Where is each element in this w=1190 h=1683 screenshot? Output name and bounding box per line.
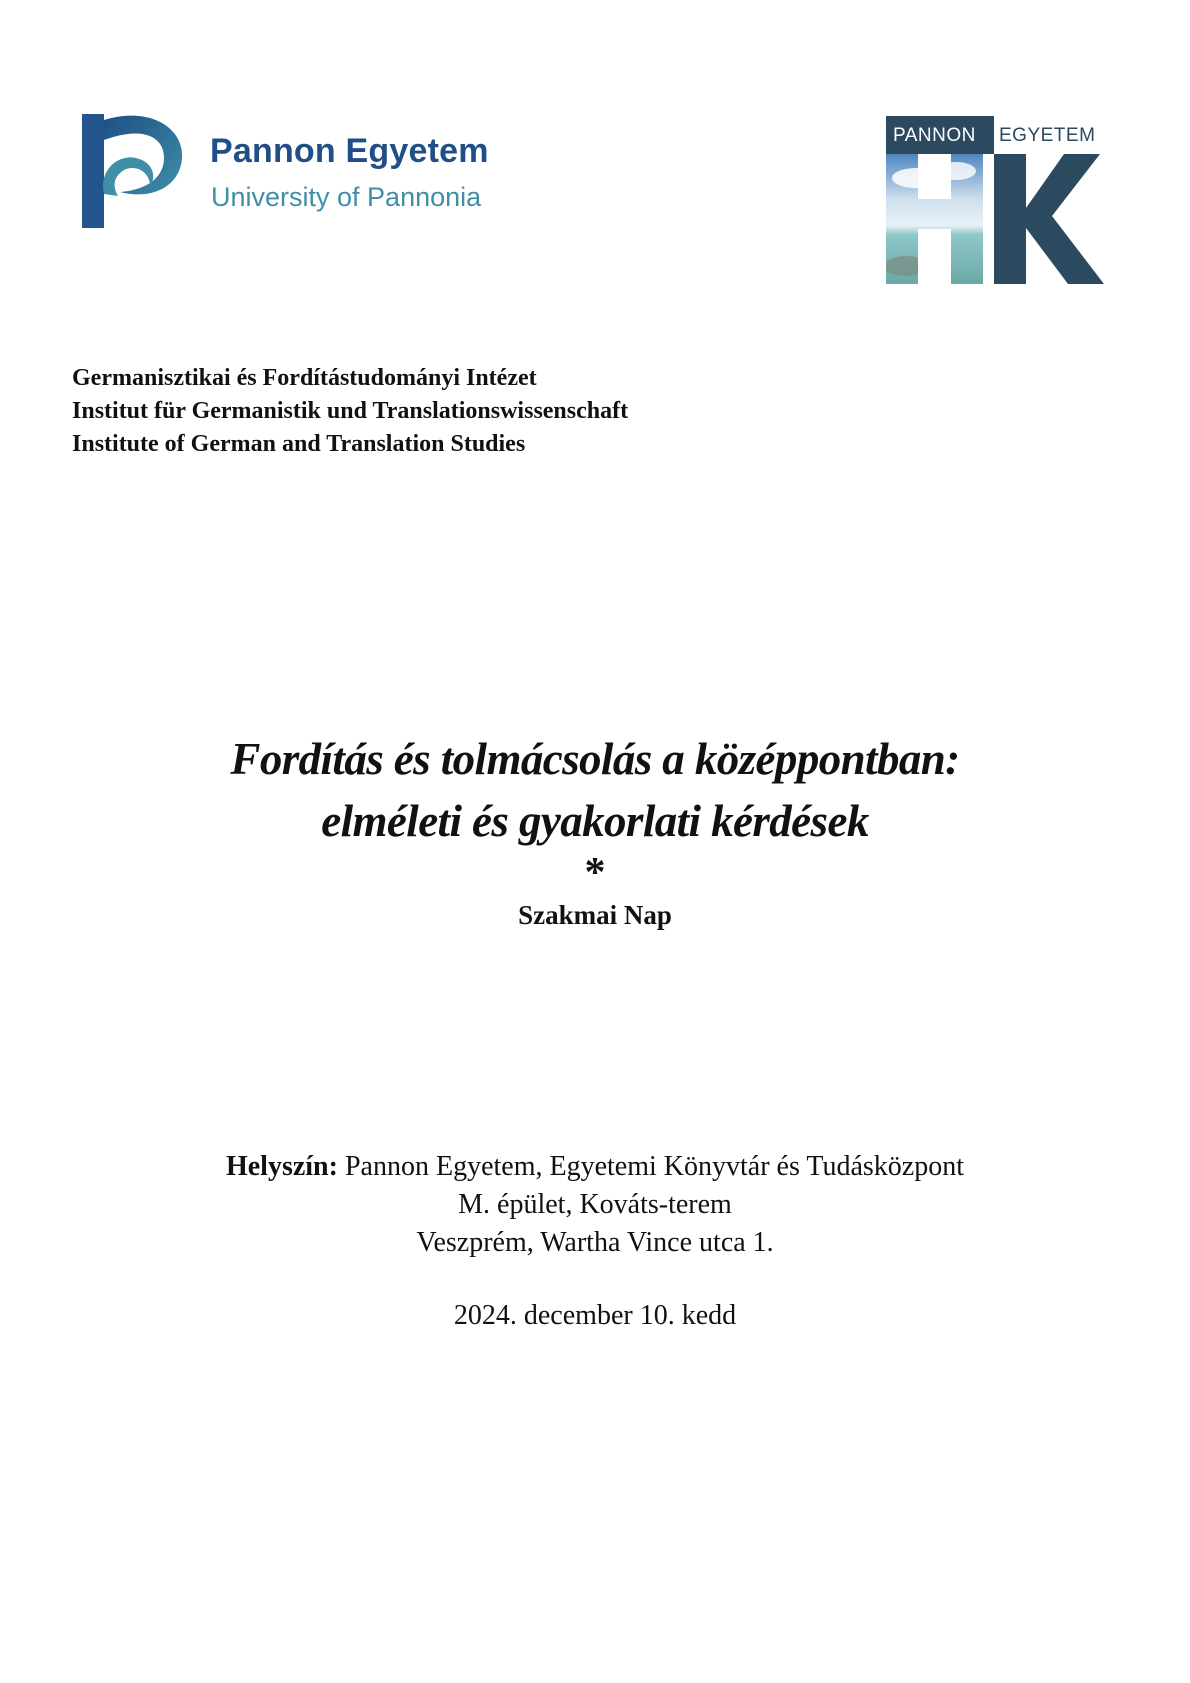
venue-address-line-1: Pannon Egyetem, Egyetemi Könyvtár és Tudásközpont [344,1151,965,1182]
logo-stem [82,114,104,228]
logo-word-egyetem: EGYETEM [999,125,1096,146]
venue-label: Helyszín: [225,1151,338,1182]
venue-line-1 [0,1148,1190,1186]
event-subtitle: Szakmai Nap [518,900,672,930]
institute-name-english: Institute of German and Translation Studies [72,431,526,457]
venue-address-line-2: M. épület, Kováts-terem [458,1189,732,1220]
university-name-english: University of Pannonia [211,182,482,212]
pannon-egyetem-hk-logo [886,116,1106,284]
event-title-line-2: elméleti és gyakorlati kérdések [321,796,869,846]
pannon-p-logo-icon [80,110,185,230]
institute-name-block [72,362,628,461]
institute-name-hungarian: Germanisztikai és Fordítástudományi Intézet [72,365,537,391]
logo-h-gap-top [918,154,951,199]
venue-address-line-3: Veszprém, Wartha Vince utca 1. [416,1227,774,1258]
logo-letter-k [994,154,1104,284]
university-name: Pannon Egyetem [210,132,489,170]
event-title-line-1: Fordítás és tolmácsolás a középpontban: [230,734,960,784]
event-date: 2024. december 10. kedd [453,1300,737,1331]
event-title-block [0,728,1190,932]
title-separator: * [584,850,606,896]
logo-h-gap-bottom [918,229,951,284]
institute-name-german: Institut für Germanistik und Translationswissenschaft [72,398,629,424]
logo-bowl [104,116,182,195]
logo-word-pannon: PANNON [893,125,976,146]
venue-block [0,1148,1190,1262]
pannon-egyetem-logo [80,110,560,235]
